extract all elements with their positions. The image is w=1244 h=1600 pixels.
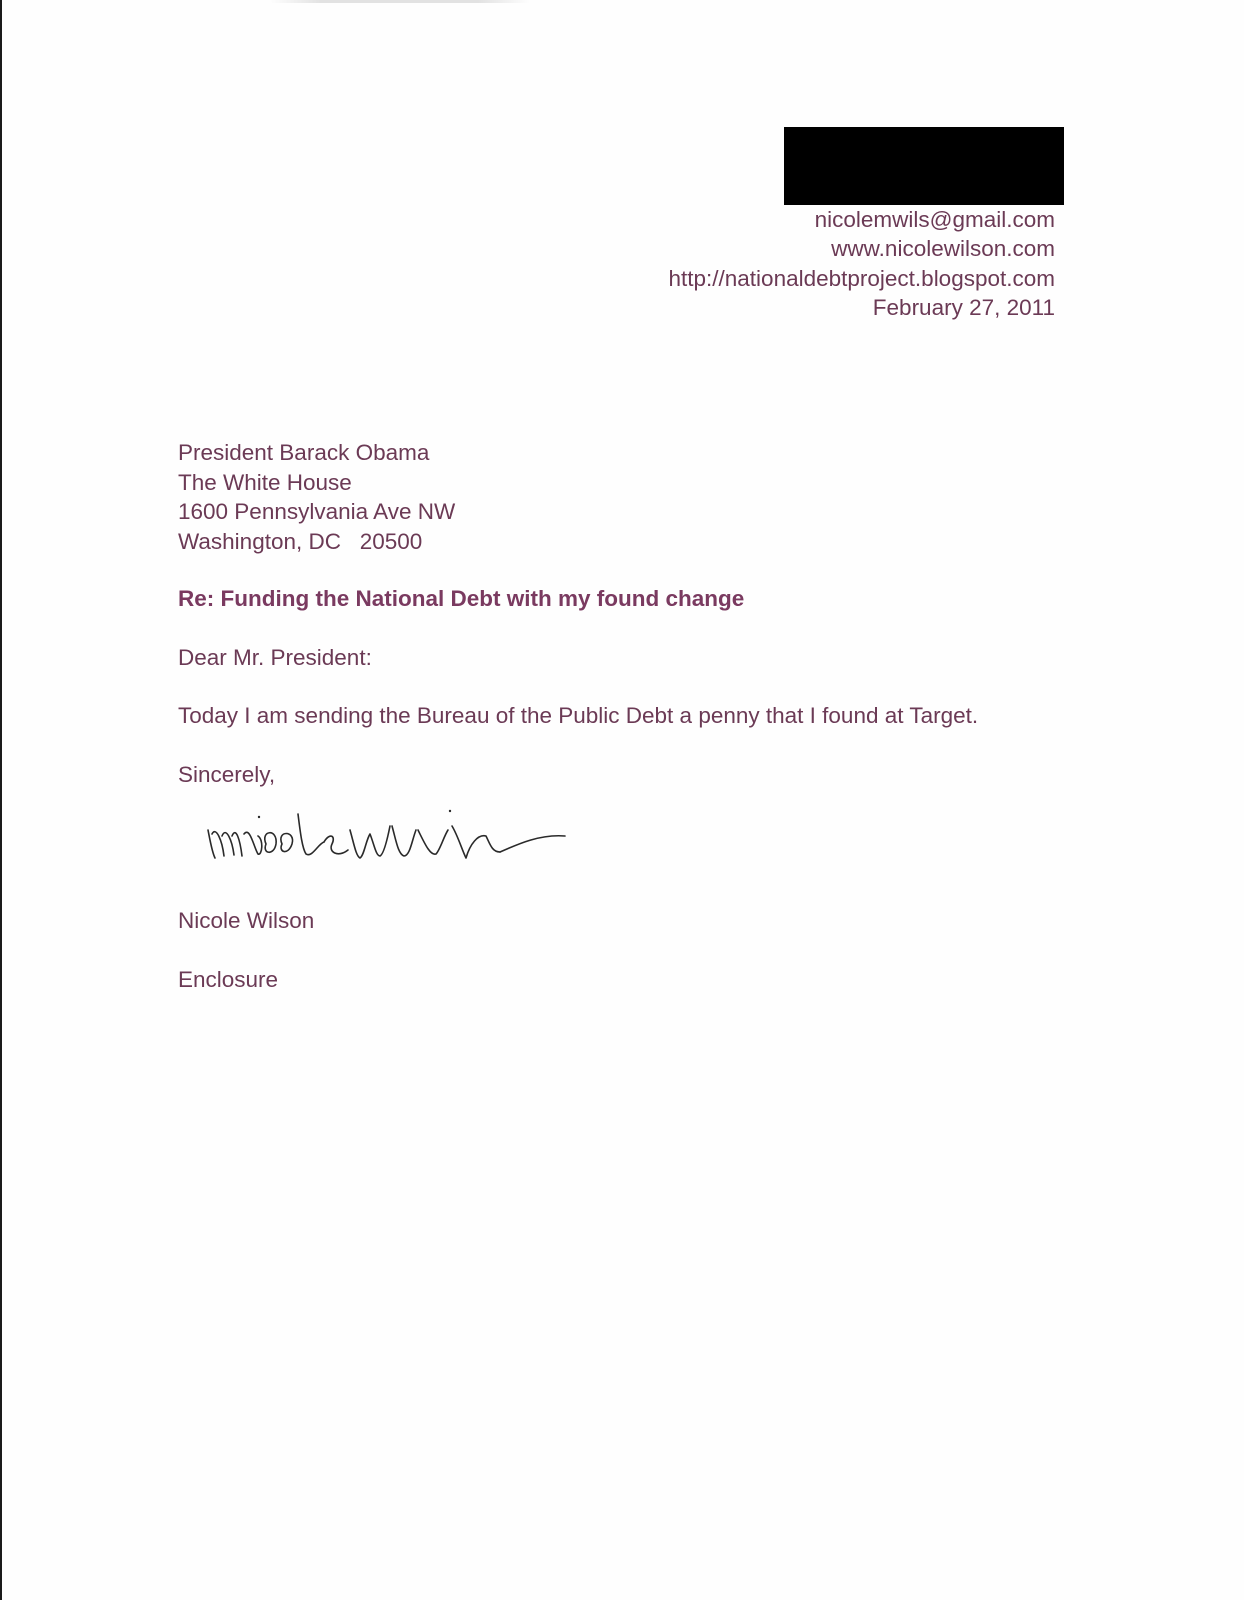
closing: Sincerely, <box>178 762 276 787</box>
scan-edge <box>0 0 2 1600</box>
recipient-address-block <box>178 438 455 556</box>
redacted-block <box>784 127 1064 205</box>
recipient-name: President Barack Obama <box>178 440 430 465</box>
recipient-street: 1600 Pennsylvania Ave NW <box>178 499 456 524</box>
letter-body: Today I am sending the Bureau of the Public Debt a penny that I found at Target. <box>178 703 979 728</box>
sender-email: nicolemwils@gmail.com <box>814 207 1055 232</box>
handwritten-signature <box>200 800 580 880</box>
salutation: Dear Mr. President: <box>178 645 372 670</box>
signer-name: Nicole Wilson <box>178 908 315 933</box>
scan-artifact <box>270 0 530 3</box>
recipient-organization: The White House <box>178 469 352 495</box>
sender-website: www.nicolewilson.com <box>831 236 1055 262</box>
sender-contact-block <box>669 205 1056 322</box>
sender-blog: http://nationaldebtproject.blogspot.com <box>668 265 1055 291</box>
enclosure-note: Enclosure <box>178 967 279 992</box>
subject-line: Re: Funding the National Debt with my found change <box>178 586 745 611</box>
letter-date: February 27, 2011 <box>872 294 1055 320</box>
recipient-city-state-zip: Washington, DC 20500 <box>178 528 423 554</box>
